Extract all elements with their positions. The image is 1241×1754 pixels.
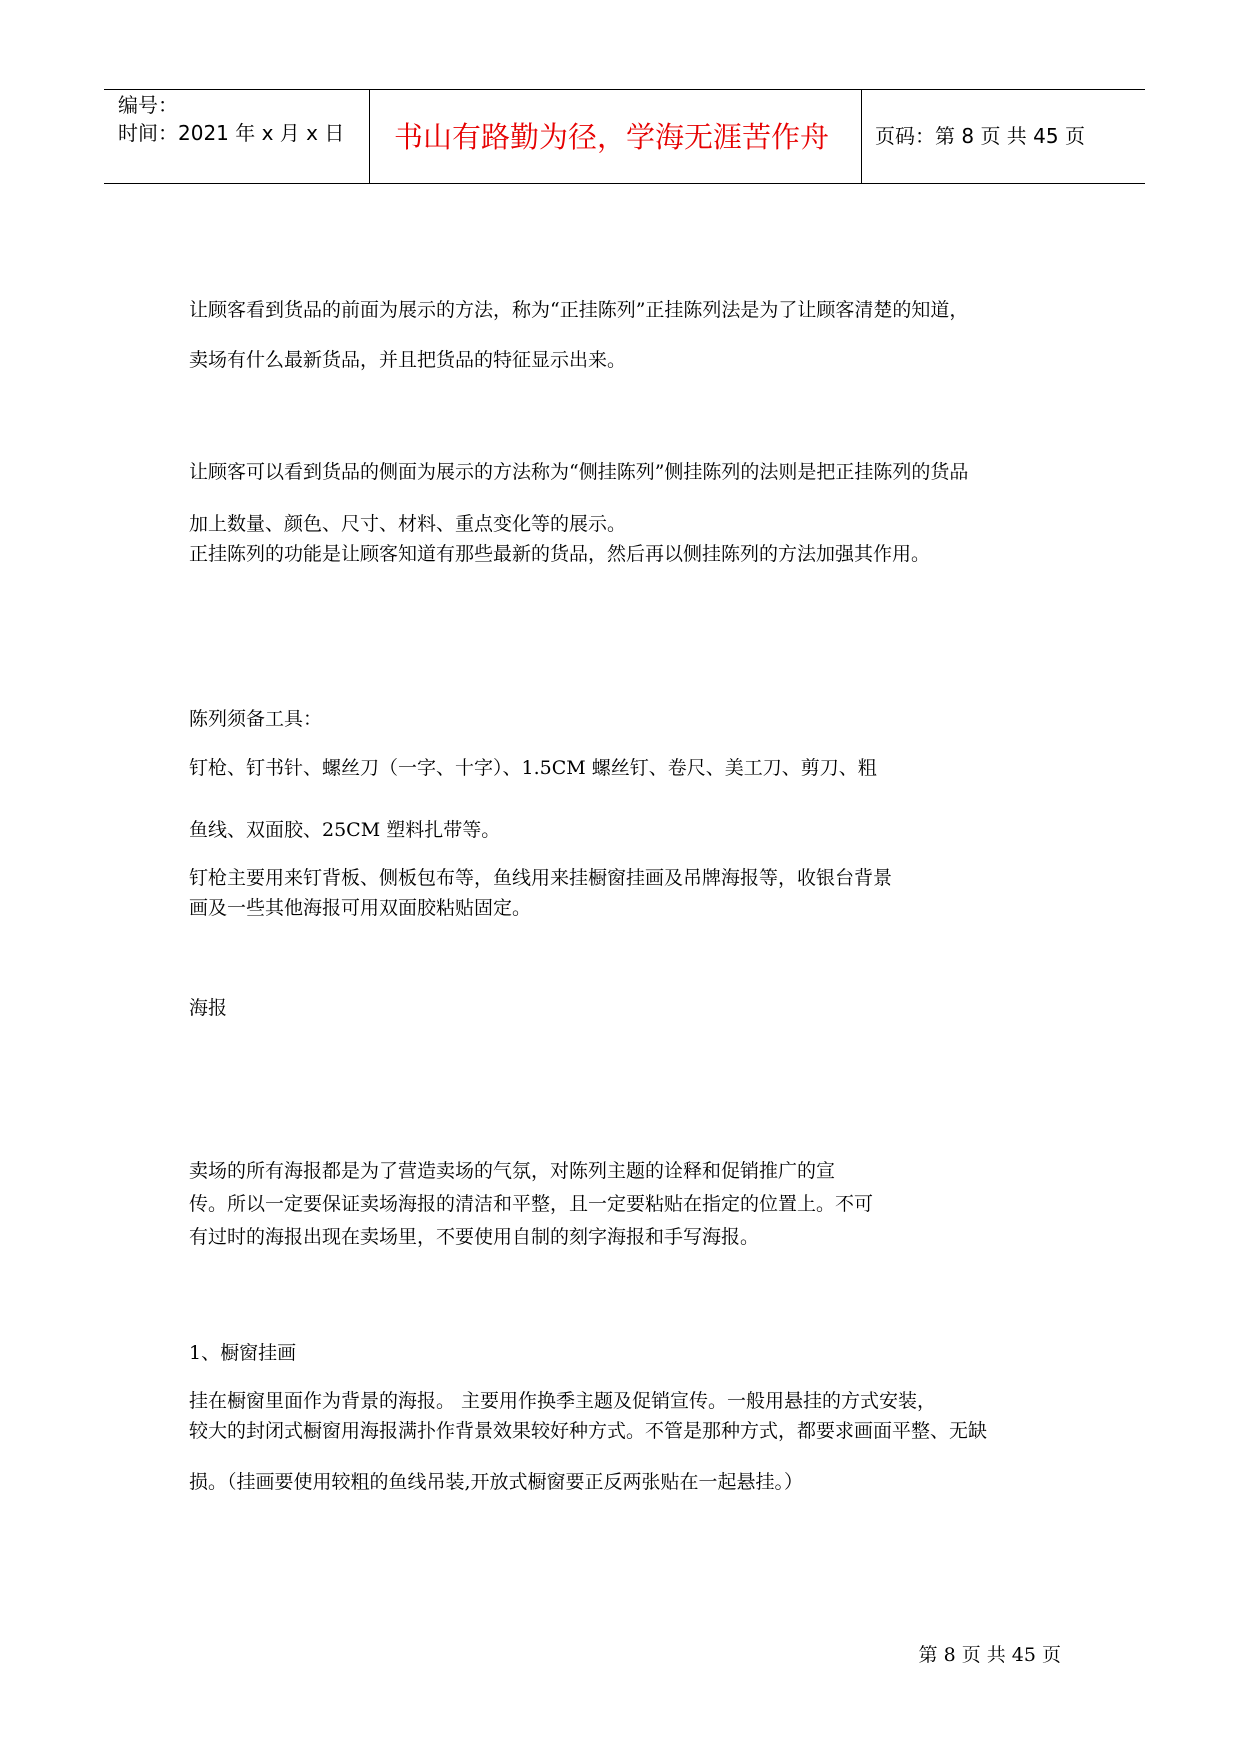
header-motto: 书山有路勤为径，学海无涯苦作舟 bbox=[394, 120, 830, 154]
header-divider-left bbox=[369, 90, 370, 183]
paragraph-line: 正挂陈列的功能是让顾客知道有那些最新的货品，然后再以侧挂陈列的方法加强其作用。 bbox=[189, 543, 931, 565]
paragraph-line: 钉枪、钉书针、螺丝刀（一字、十字）、1.5CM 螺丝钉、卷尺、美工刀、剪刀、粗 bbox=[189, 757, 877, 779]
paragraph-line: 较大的封闭式橱窗用海报满扑作背景效果较好种方式。不管是那种方式，都要求画面平整、无缺 bbox=[189, 1420, 988, 1442]
paragraph-line: 让顾客看到货品的前面为展示的方法，称为“正挂陈列”正挂陈列法是为了让顾客清楚的知道， bbox=[189, 299, 969, 321]
paragraph-line: 钉枪主要用来钉背板、侧板包布等，鱼线用来挂橱窗挂画及吊牌海报等，收银台背景 bbox=[189, 867, 893, 889]
paragraph-line: 传。所以一定要保证卖场海报的清洁和平整，且一定要粘贴在指定的位置上。不可 bbox=[189, 1193, 874, 1215]
paragraph-line: 卖场有什么最新货品，并且把货品的特征显示出来。 bbox=[189, 349, 627, 371]
paragraph-line: 有过时的海报出现在卖场里，不要使用自制的刻字海报和手写海报。 bbox=[189, 1226, 760, 1248]
paragraph-line: 让顾客可以看到货品的侧面为展示的方法称为“侧挂陈列”侧挂陈列的法则是把正挂陈列的货品 bbox=[189, 461, 969, 483]
document-header bbox=[104, 89, 1145, 184]
serial-number-label: 编号： bbox=[118, 93, 178, 117]
paragraph-line: 画及一些其他海报可用双面胶粘贴固定。 bbox=[189, 897, 532, 919]
paragraph-line: 挂在橱窗里面作为背景的海报。 主要用作换季主题及促销宣传。一般用悬挂的方式安装， bbox=[189, 1390, 937, 1412]
section-title-tools: 陈列须备工具： bbox=[189, 708, 323, 730]
paragraph-line: 加上数量、颜色、尺寸、材料、重点变化等的展示。 bbox=[189, 513, 627, 535]
header-page-number: 页码：第 8 页 共 45 页 bbox=[875, 124, 1085, 148]
paragraph-line: 鱼线、双面胶、25CM 塑料扎带等。 bbox=[189, 819, 501, 841]
header-divider-right bbox=[861, 90, 862, 183]
paragraph-line: 卖场的所有海报都是为了营造卖场的气氛，对陈列主题的诠释和促销推广的宣 bbox=[189, 1160, 836, 1182]
section-title-window: 1、橱窗挂画 bbox=[189, 1342, 297, 1364]
date-label: 时间：2021 年 x 月 x 日 bbox=[118, 121, 345, 145]
footer-page-number: 第 8 页 共 45 页 bbox=[918, 1644, 1061, 1666]
section-title-poster: 海报 bbox=[189, 997, 228, 1019]
paragraph-line: 损。（挂画要使用较粗的鱼线吊装,开放式橱窗要正反两张贴在一起悬挂。） bbox=[189, 1471, 804, 1493]
